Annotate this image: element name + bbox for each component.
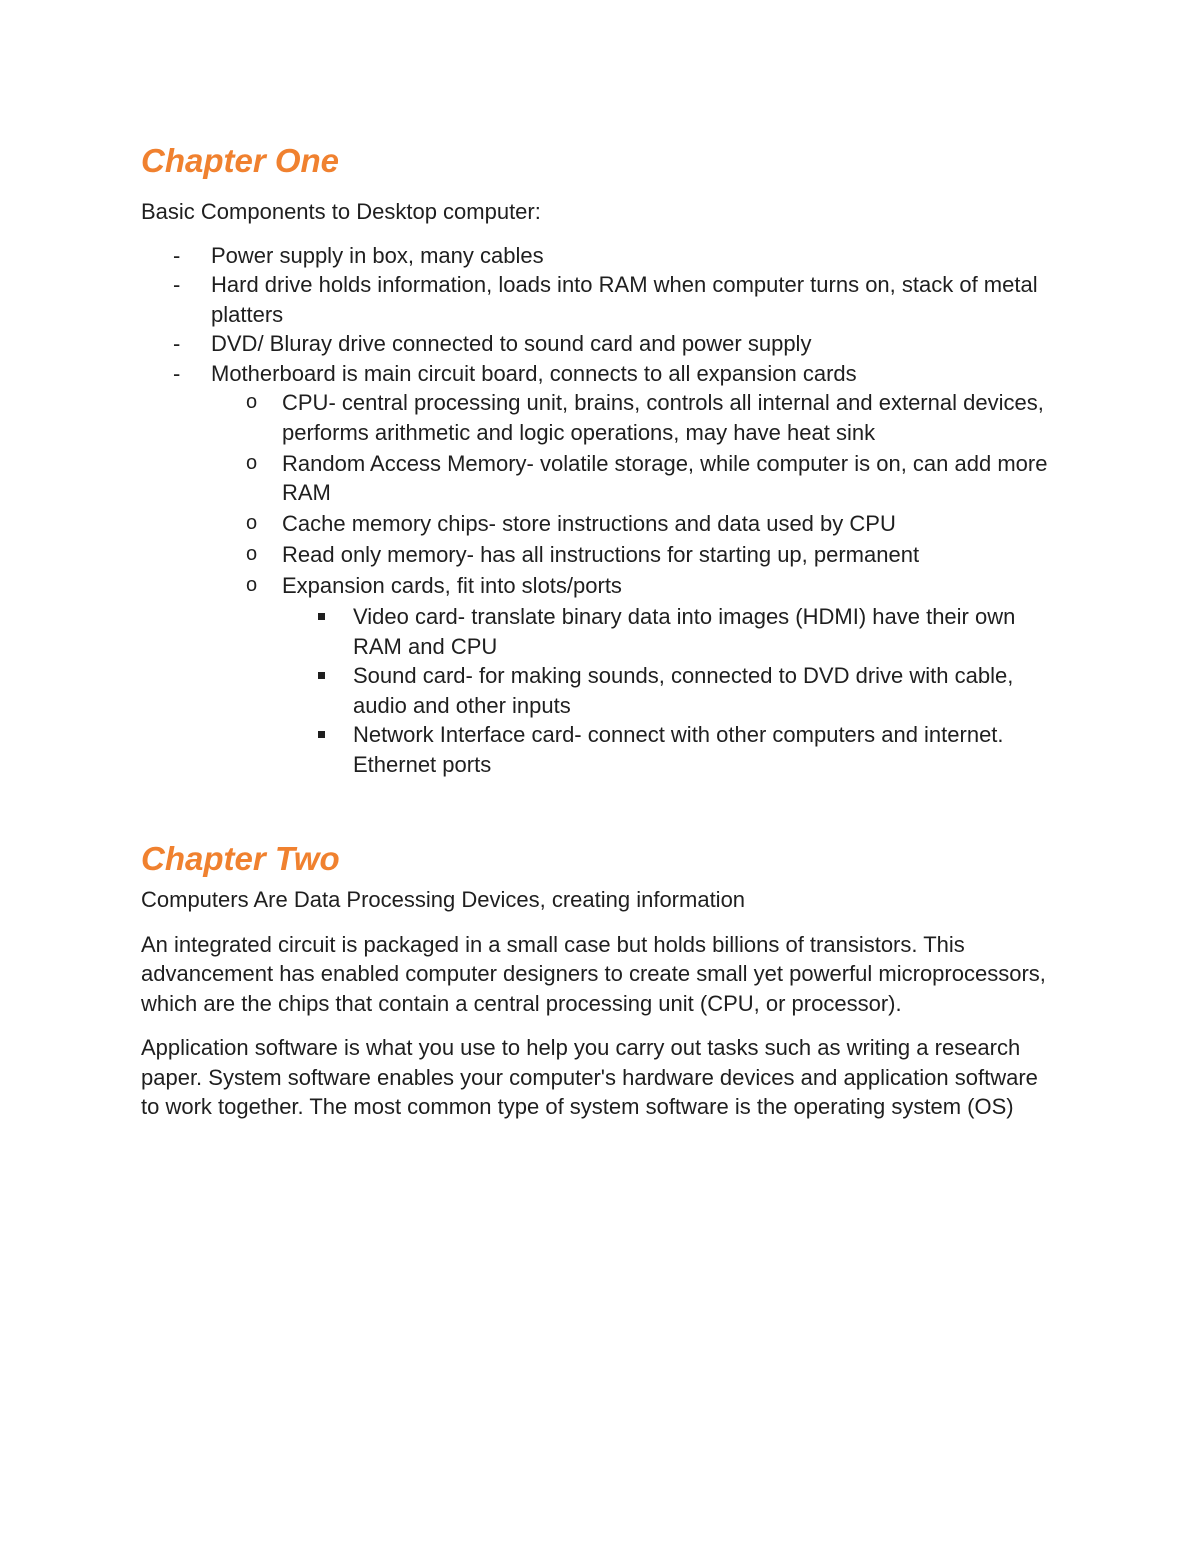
sublist-item [141, 449, 1056, 508]
subsublist-item-text: Video card- translate binary data into images (HDMI) have their own RAM and CPU [353, 604, 1016, 659]
dash-bullet: - [173, 360, 181, 386]
sublist-item [141, 571, 1056, 601]
circle-bullet: o [246, 512, 258, 534]
list-item-text: Power supply in box, many cables [211, 242, 544, 268]
list-item-text: Motherboard is main circuit board, connects to all expansion cards [211, 360, 857, 386]
sublist-item [141, 540, 1056, 570]
dash-bullet: - [173, 331, 181, 356]
subsublist-item [141, 720, 1056, 779]
sublist-item [141, 388, 1056, 447]
chapter-one-intro: Basic Components to Desktop computer: [141, 199, 541, 224]
subsublist-item-text: Sound card- for making sounds, connected to DVD drive with cable, audio and other inputs [353, 663, 1014, 718]
sublist-item-text: Read only memory- has all instructions for starting up, permanent [282, 542, 920, 567]
list-item-text: Hard drive holds information, loads into RAM when computer turns on, stack of metal platters [211, 272, 1038, 327]
circle-bullet: o [246, 451, 258, 474]
sublist-item-text: Random Access Memory- volatile storage, while computer is on, can add more RAM [282, 450, 1048, 505]
expansion-cards-sublist [141, 602, 1056, 779]
chapter-two-heading: Chapter Two [141, 840, 340, 877]
document-content [141, 0, 1056, 1122]
circle-bullet: o [246, 391, 258, 413]
circle-bullet: o [246, 543, 258, 565]
subsublist-item [141, 602, 1056, 661]
subsublist-item-text: Network Interface card- connect with other computers and internet. Ethernet ports [353, 722, 1004, 777]
chapter-two-paragraph-1: An integrated circuit is packaged in a small case but holds billions of transistors. This advancement has enabled computer designers to create small yet powerful microprocessors, which are the chips that contain a central processing unit (CPU, or processor). [141, 931, 1046, 1016]
dash-bullet: - [173, 242, 181, 268]
components-list [141, 241, 1056, 389]
list-item [141, 241, 1056, 271]
sublist-item-text: Expansion cards, fit into slots/ports [282, 573, 622, 598]
list-item [141, 359, 1056, 389]
chapter-one-heading: Chapter One [141, 142, 340, 179]
sublist-item [141, 509, 1056, 539]
list-item-text: DVD/ Bluray drive connected to sound card and power supply [211, 331, 812, 356]
list-item [141, 329, 1056, 359]
list-item [141, 270, 1056, 329]
chapter-two-intro: Computers Are Data Processing Devices, creating information [141, 887, 746, 912]
chapter-two-paragraph-2: Application software is what you use to help you carry out tasks such as writing a research paper. System software enables your computer's hardware devices and application software to work together. The most common type of system software is the operating system (OS) [141, 1035, 1038, 1119]
sublist-item-text: CPU- central processing unit, brains, controls all internal and external devices, performs arithmetic and logic operations, may have heat sink [282, 390, 1044, 445]
subsublist-item [141, 661, 1056, 720]
circle-bullet: o [246, 574, 258, 596]
dash-bullet: - [173, 272, 181, 297]
sublist-item-text: Cache memory chips- store instructions and data used by CPU [282, 511, 896, 536]
motherboard-sublist [141, 388, 1056, 601]
